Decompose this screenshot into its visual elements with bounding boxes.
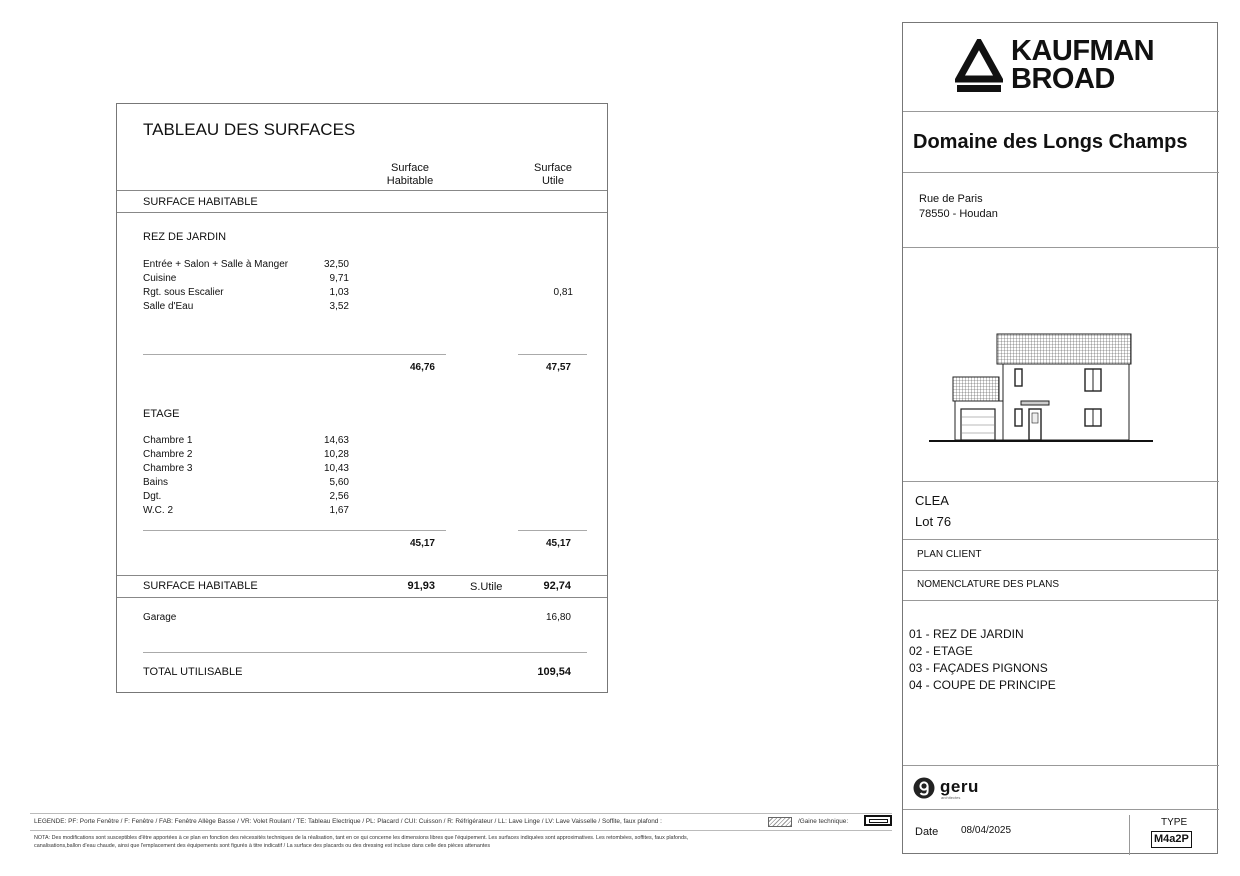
room-label: Chambre 1 [143,435,193,446]
divider [903,600,1219,601]
room-value: 10,28 [323,449,349,460]
table-title: TABLEAU DES SURFACES [143,120,356,139]
brand-name-line2: BROAD [1011,63,1115,95]
address-street: Rue de Paris [919,193,983,205]
room-label: Entrée + Salon + Salle à Manger [143,259,289,270]
plan-item: 02 - ETAGE [909,644,973,658]
total-label: TOTAL UTILISABLE [143,666,243,678]
divider [903,765,1219,766]
col-header-utile [522,162,584,188]
room-label: Cuisine [143,273,177,284]
type-label: TYPE [1161,817,1188,828]
subtotal-line [143,354,446,355]
divider [903,247,1219,248]
room-label: Bains [143,477,169,488]
col-header-utile-line1: Surface [534,162,572,174]
legend-text: LEGENDE: PF: Porte Fenêtre / F: Fenêtre / FAB: Fenêtre Allège Basse / VR: Volet Roulant / TE: Tableau Electrique / PL: Placard / CUI: Cuisson / R: Réfrigérateur / LL: Lave Linge / LV: Lave Vaisselle / Soffite, faux plafond : [34,818,662,825]
divider [30,830,892,831]
date-value: 08/04/2025 [961,825,1012,836]
plan-item: 03 - FAÇADES PIGNONS [909,661,1048,675]
plan-item: 04 - COUPE DE PRINCIPE [909,678,1056,692]
col-header-habitable-line2: Habitable [386,175,434,187]
subtotal-line [143,530,446,531]
room-value: 1,03 [329,287,349,298]
room-label: Chambre 2 [143,449,193,460]
garage-value: 16,80 [545,612,571,623]
divider [903,111,1219,112]
room-value: 9,71 [329,273,349,284]
level-name: REZ DE JARDIN [143,231,227,243]
plan-item: 01 - REZ DE JARDIN [909,627,1024,641]
room-value: 32,50 [323,259,349,270]
legend-gaine-text: /Gaine technique: [798,818,849,825]
project-name: Domaine des Longs Champs [913,131,1188,153]
lot-number: Lot 76 [915,514,952,529]
geru-name: geru [940,777,979,796]
garage-label: Garage [143,612,177,623]
geru-subtitle: architectes [941,795,961,800]
summary-utile-label: S.Utile [470,581,503,593]
room-label: Rgt. sous Escalier [143,287,224,298]
room-value: 2,56 [329,491,349,502]
section-header: SURFACE HABITABLE [143,196,258,208]
divider [117,212,607,213]
room-value: 1,67 [329,505,349,516]
level-total-utile: 47,57 [545,362,571,373]
room-value: 10,43 [323,463,349,474]
room-label: Dgt. [143,491,162,502]
subtotal-line [518,530,587,531]
title-block [902,22,1218,854]
level-total-utile: 45,17 [545,538,571,549]
divider [903,809,1219,810]
summary-label: SURFACE HABITABLE [143,580,258,592]
room-value: 5,60 [329,477,349,488]
legend-block [30,813,892,853]
divider [903,570,1219,571]
divider [117,575,607,576]
geru-logo-icon [913,777,935,799]
room-label: Salle d'Eau [143,301,194,312]
room-value: 3,52 [329,301,349,312]
level-total-habitable: 45,17 [409,538,435,549]
level-name: ETAGE [143,408,180,420]
col-header-utile-line2: Utile [541,175,564,187]
total-line [143,652,587,653]
subtotal-line [518,354,587,355]
geru-logo [913,777,1033,803]
address-city: 78550 - Houdan [919,208,998,220]
divider [903,172,1219,173]
room-label: W.C. 2 [143,505,174,516]
col-header-habitable-line1: Surface [391,162,429,174]
summary-utile: 92,74 [543,580,571,592]
nomenclature-label: NOMENCLATURE DES PLANS [917,579,1060,590]
note-line2: canalisations,ballon d'eau chaude, ainsi que l'emplacement des équipements sont figurés à titre indicatif / La surface des placards ou des dressing est incluse dans celle des pièces attenantes [34,843,491,849]
date-label: Date [915,826,939,838]
divider [117,190,607,191]
divider [903,481,1219,482]
type-value: M4a2P [1151,831,1192,848]
room-label: Chambre 3 [143,463,193,474]
triangle-logo-icon [955,39,1003,95]
total-value: 109,54 [537,666,571,678]
soffite-hatch-swatch [768,817,792,827]
room-utile-value: 0,81 [553,287,573,298]
brand-name-line1: KAUFMAN [1011,35,1155,67]
room-value: 14,63 [323,435,349,446]
divider [903,539,1219,540]
plan-label: PLAN CLIENT [917,549,982,560]
house-facade-drawing [929,329,1155,447]
level-total-habitable: 46,76 [409,362,435,373]
note-line1: NOTA: Des modifications sont susceptibles d'être apportées à ce plan en fonction des nécessités techniques de la réalisation, tant en ce qui concerne les dimensions libres que l'équipement. Les surfaces indiquées sont approximatives. Les retombées, soffites, faux plafonds, [34,835,689,841]
divider [1129,815,1130,855]
brand-logo [955,35,1175,99]
surfaces-table [116,103,608,693]
summary-habitable: 91,93 [407,580,435,592]
col-header-habitable [379,162,441,188]
model-name: CLEA [915,493,949,508]
gaine-technique-swatch [864,815,892,826]
divider [117,597,607,598]
